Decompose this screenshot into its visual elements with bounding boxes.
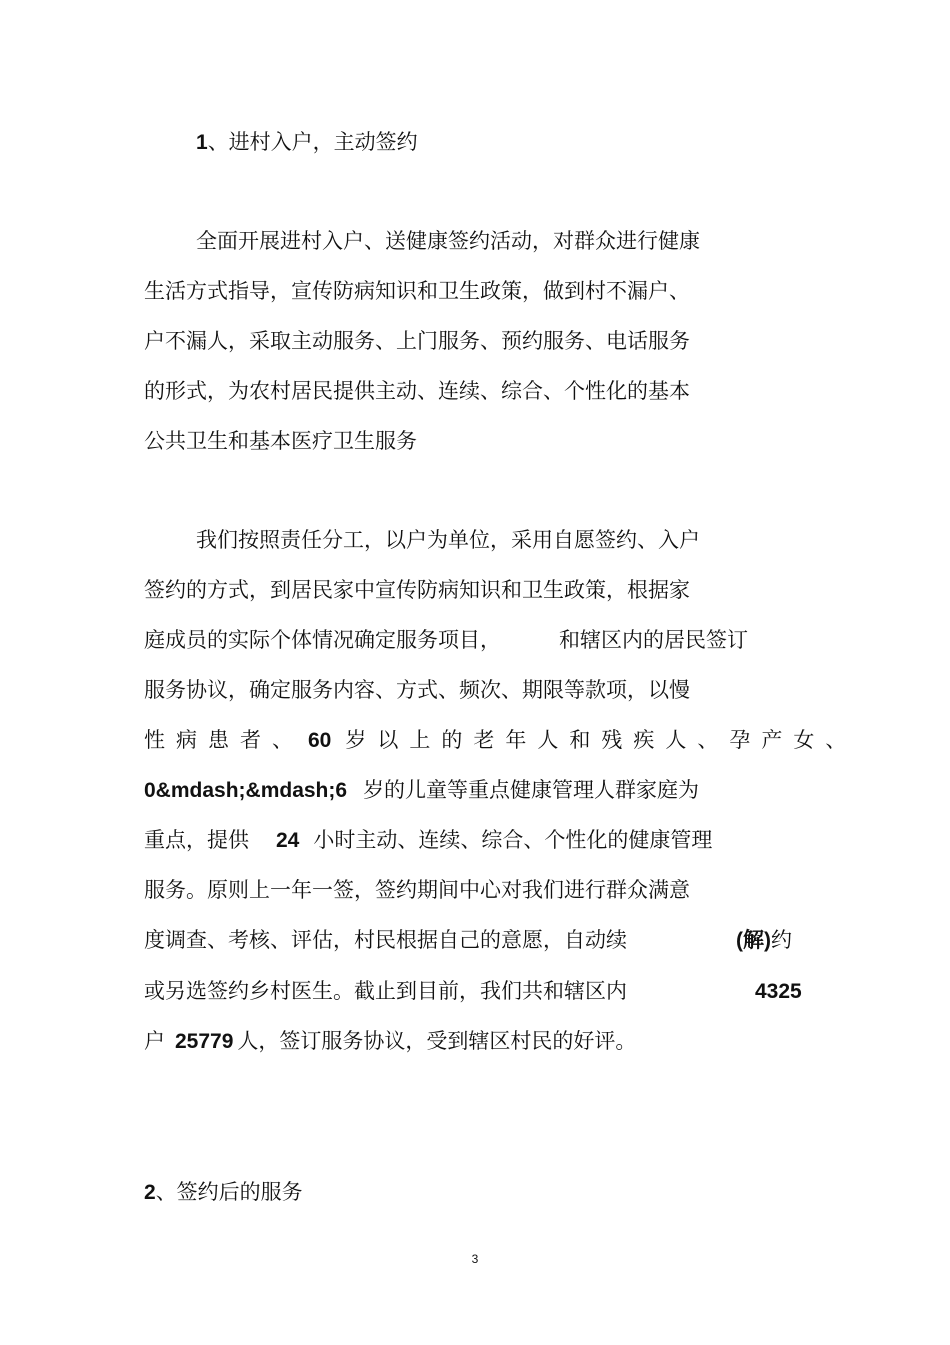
para2-line: 我们按照责任分工，以户为单位，采用自愿签约、入户 [196, 528, 700, 552]
para2-line: 户 25779 人，签订服务协议，受到辖区村民的好评。 [144, 1029, 637, 1053]
para2-line: 庭成员的实际个体情况确定服务项目， 和辖区内的居民签订 [144, 628, 748, 652]
para1-line: 户不漏人，采取主动服务、上门服务、预约服务、电话服务 [144, 329, 690, 353]
para2-line: 或另选签约乡村医生。截止到目前，我们共和辖区内 [144, 979, 627, 1003]
para2-line: 服务协议，确定服务内容、方式、频次、期限等款项，以慢 [144, 678, 690, 702]
para2-line: 重点，提供 24 小时主动、连续、综合、个性化的健康管理 [144, 828, 713, 852]
para2-line: 度调查、考核、评估，村民根据自己的意愿，自动续 [144, 928, 627, 952]
para1-line: 生活方式指导，宣传防病知识和卫生政策，做到村不漏户、 [144, 279, 690, 303]
para2-line: 0&mdash;&mdash;6 岁的儿童等重点健康管理人群家庭为 [144, 778, 700, 802]
para1-line: 公共卫生和基本医疗卫生服务 [144, 429, 417, 453]
para2-line-end: (解)约 [736, 928, 792, 952]
section-heading-2: 2、签约后的服务 [144, 1180, 303, 1204]
para2-line-end: 4325 [755, 980, 802, 1003]
para2-line: 签约的方式，到居民家中宣传防病知识和卫生政策，根据家 [144, 578, 690, 602]
para1-line: 全面开展进村入户、送健康签约活动，对群众进行健康 [196, 229, 700, 253]
para1-line: 的形式，为农村居民提供主动、连续、综合、个性化的基本 [144, 379, 690, 403]
page-number: 3 [471, 1252, 479, 1266]
section-heading-1: 1、进村入户，主动签约 [196, 130, 418, 154]
para2-line: 服务。原则上一年一签，签约期间中心对我们进行群众满意 [144, 878, 690, 902]
para2-line: 性病患者、 60 岁以上的老年人和残疾人、孕产女、 [144, 728, 858, 752]
